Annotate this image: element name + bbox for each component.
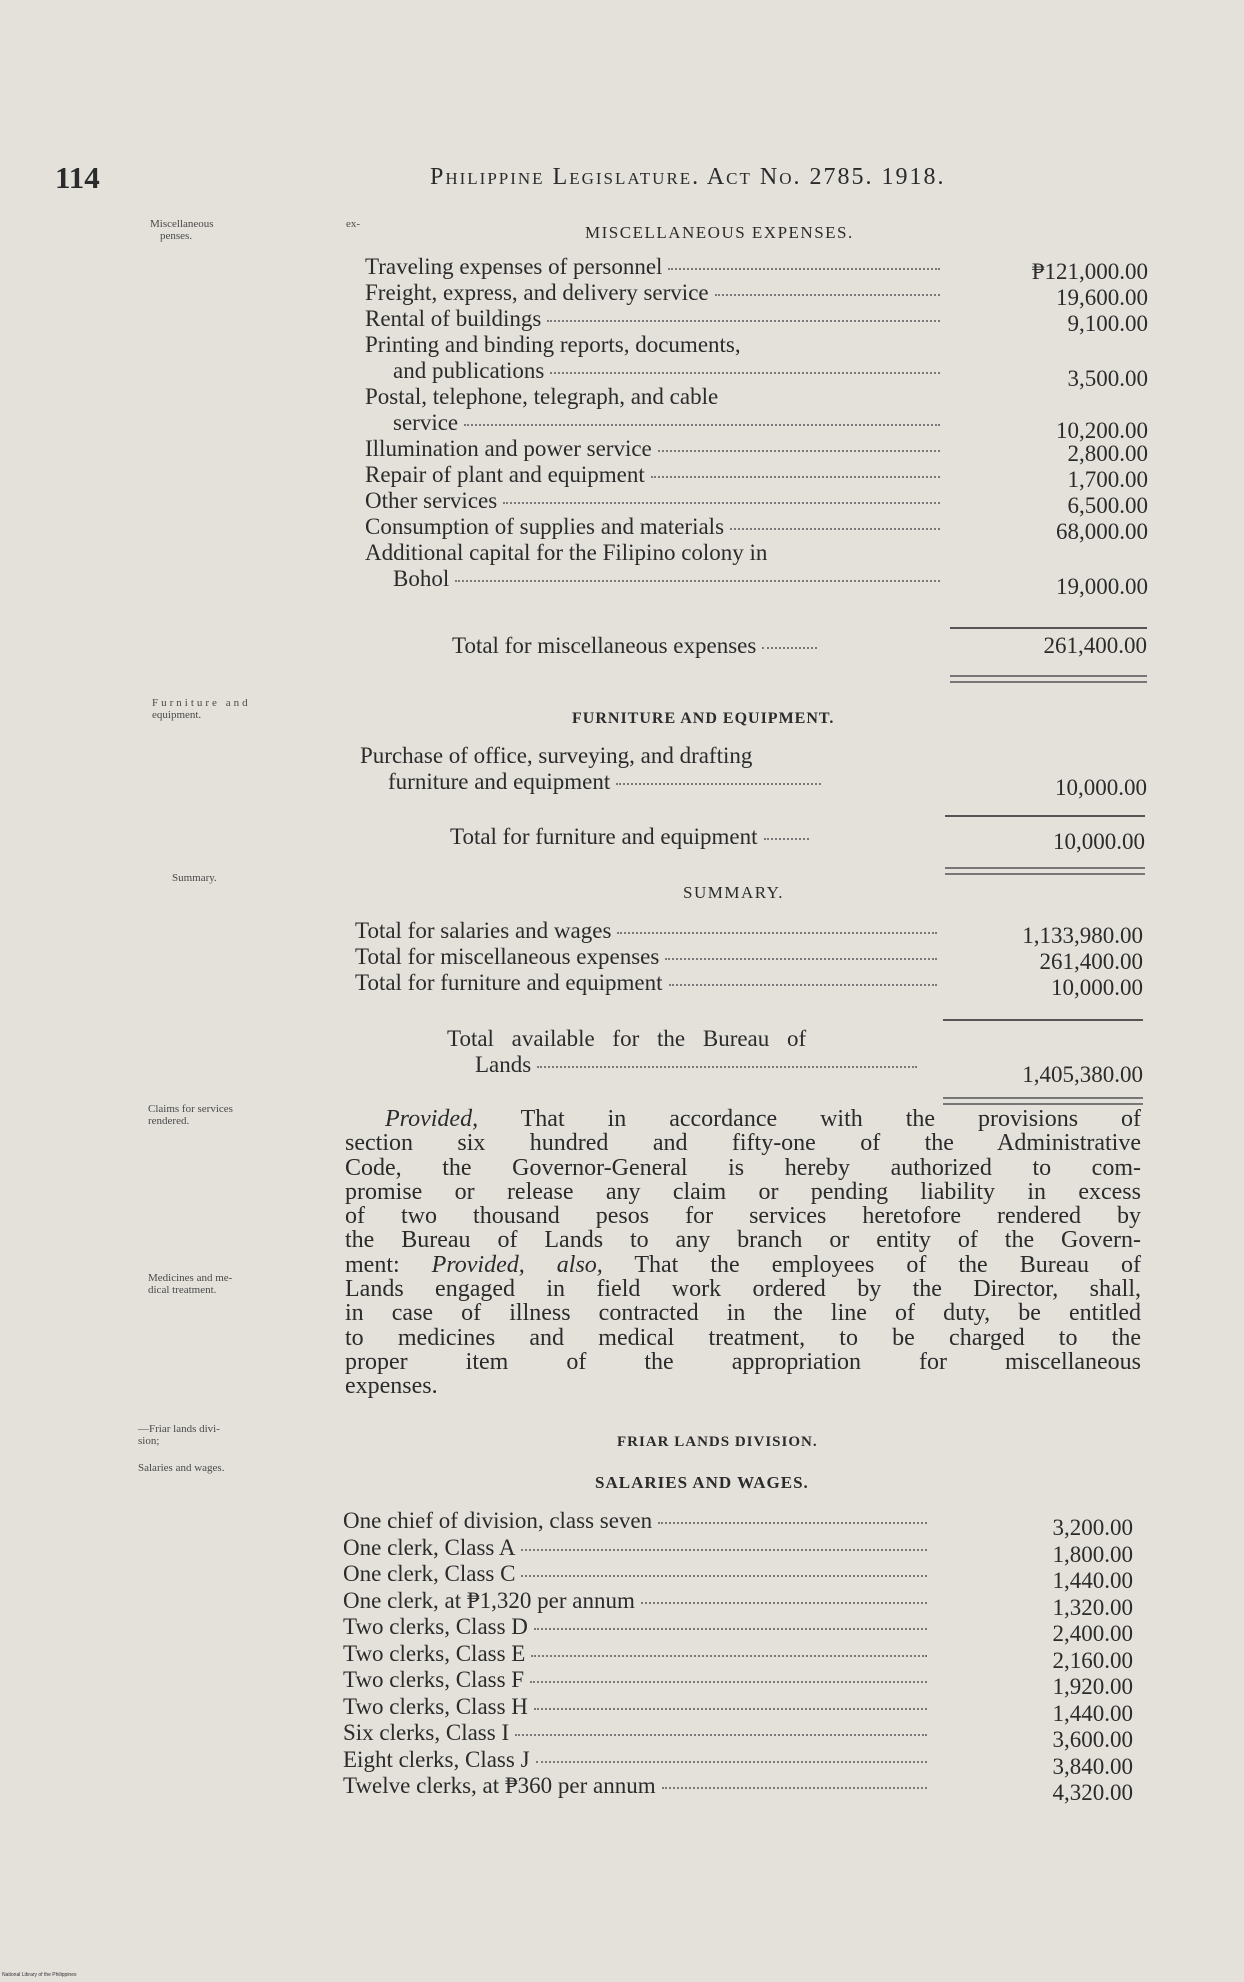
summary-item-row-value: 1,133,980.00 (1022, 923, 1143, 948)
summary-total-line1: Total available for the Bureau of (447, 1026, 807, 1051)
misc-item-line-label: Postal, telephone, telegraph, and cable (365, 384, 719, 409)
misc-item-row-label: Freight, express, and delivery service (365, 281, 940, 305)
friar-item-row-label: Two clerks, Class H (343, 1695, 927, 1719)
misc-item-line (365, 541, 1148, 565)
summary-item-row (355, 918, 1143, 948)
misc-item-row-value: ₱121,000.00 (1031, 259, 1148, 284)
friar-item-row-label: Eight clerks, Class J (343, 1748, 927, 1772)
margin-note-friar: —Friar lands divi- sion; (138, 1423, 220, 1447)
furniture-heading: FURNITURE AND EQUIPMENT. (572, 710, 835, 727)
friar-item-row (343, 1534, 1133, 1567)
proviso-paragraph: Provided, That in accordance with the provisions of section six hundred and fifty-one of the Administrative Code, the Governor-General is hereby authorized to com- promise or release any claim or pending liability in excess of two thousand pesos for services heretofore rendered by the Bureau of Lands to any branch or entity of the Govern- ment: Provided, also, That the employees of the Bureau of Lands engaged in field work ordered by the Director, shall, in case of illness contracted in the line of duty, be entitled to medicines and medical treatment, to be charged to the proper item of the appropriation for miscellaneous expenses. (345, 1106, 1141, 1400)
misc-item-row (365, 254, 1148, 284)
margin-note-claims: Claims for services rendered. (148, 1103, 233, 1127)
misc-item-row-value: 19,000.00 (1056, 574, 1148, 599)
double-rule (943, 1097, 1143, 1105)
misc-item-row (365, 514, 1148, 544)
friar-item-row-value: 1,920.00 (1052, 1674, 1133, 1699)
misc-item-row-value: 68,000.00 (1056, 519, 1148, 544)
friar-subheading: SALARIES AND WAGES. (595, 1473, 809, 1492)
misc-item-row-label: Repair of plant and equipment (365, 463, 940, 487)
friar-item-row (343, 1667, 1133, 1699)
furniture-item-value: 10,000.00 (1055, 775, 1147, 800)
misc-item-row-label: Illumination and power service (365, 437, 940, 461)
friar-item-row-label: One chief of division, class seven (343, 1509, 927, 1533)
summary-item-row-value: 10,000.00 (1051, 975, 1143, 1000)
friar-item-row-label: One clerk, Class C (343, 1562, 927, 1586)
friar-item-row (343, 1773, 1133, 1805)
friar-item-row-value: 3,600.00 (1052, 1727, 1133, 1752)
friar-item-row-value: 1,800.00 (1052, 1541, 1133, 1567)
misc-item-line (365, 385, 1148, 409)
misc-total-label: Total for miscellaneous expenses (452, 634, 817, 658)
friar-item-row-value: 4,320.00 (1052, 1780, 1133, 1805)
friar-item-row-label: Twelve clerks, at ₱360 per annum (343, 1774, 927, 1798)
friar-item-row-value: 1,440.00 (1052, 1568, 1133, 1593)
friar-item-row-value: 1,320.00 (1052, 1594, 1133, 1620)
friar-item-row (343, 1561, 1133, 1593)
friar-item-row (343, 1693, 1133, 1726)
page-number: 114 (55, 160, 100, 195)
double-rule (945, 867, 1145, 875)
friar-item-row-value: 2,160.00 (1052, 1647, 1133, 1673)
misc-item-row-label: Consumption of supplies and materials (365, 515, 940, 539)
misc-item-row (365, 488, 1148, 518)
misc-item-row (365, 462, 1148, 492)
running-head: Philippine Legislature. Act No. 2785. 1918. (430, 164, 946, 190)
summary-heading: SUMMARY. (683, 883, 784, 902)
summary-total-row: Lands 1,405,380.00 (475, 1052, 1143, 1087)
misc-item-row-label: Rental of buildings (365, 307, 940, 331)
friar-heading: FRIAR LANDS DIVISION. (617, 1434, 818, 1450)
furniture-item-line1: Purchase of office, surveying, and drafting (360, 743, 753, 768)
friar-item-row (343, 1640, 1133, 1673)
friar-item-row-label: Two clerks, Class F (343, 1668, 927, 1692)
misc-item-line-label: Printing and binding reports, documents, (365, 332, 741, 357)
summary-item-row-label: Total for furniture and equipment (355, 971, 937, 995)
misc-item-row (365, 436, 1148, 466)
friar-item-row-label: One clerk, at ₱1,320 per annum (343, 1589, 927, 1613)
total-rule (943, 1019, 1143, 1021)
furniture-item-row: furniture and equipment 10,000.00 (388, 769, 1147, 800)
misc-total-row (452, 634, 1147, 658)
friar-item-row-value: 3,200.00 (1052, 1515, 1133, 1540)
friar-item-row (343, 1614, 1133, 1646)
double-rule (950, 675, 1147, 683)
friar-item-row-label: Two clerks, Class E (343, 1642, 927, 1666)
misc-item-row-label: service (393, 411, 940, 435)
misc-item-row-label: Other services (365, 489, 940, 513)
summary-item-row (355, 944, 1143, 974)
misc-item-row (365, 566, 1148, 599)
misc-item-row-value: 1,700.00 (1067, 467, 1148, 492)
misc-item-line-label: Additional capital for the Filipino colony in (365, 540, 768, 565)
margin-note-salaries: Salaries and wages. (138, 1462, 225, 1474)
summary-item-row (355, 970, 1143, 1000)
friar-item-row-value: 1,440.00 (1052, 1700, 1133, 1726)
misc-item-row (365, 358, 1148, 391)
misc-item-row-label: and publications (393, 359, 940, 383)
friar-item-row (343, 1720, 1133, 1752)
summary-item-row-label: Total for miscellaneous expenses (355, 945, 937, 969)
friar-item-row (343, 1508, 1133, 1540)
friar-item-row-value: 2,400.00 (1052, 1621, 1133, 1646)
misc-total-value: 261,400.00 (1043, 633, 1147, 658)
misc-item-row-label: Traveling expenses of personnel (365, 255, 940, 279)
total-rule (945, 815, 1145, 817)
summary-item-row-label: Total for salaries and wages (355, 919, 937, 943)
margin-note-summary: Summary. (172, 872, 217, 884)
friar-item-row (343, 1587, 1133, 1620)
misc-item-line (365, 333, 1148, 357)
misc-item-row-value: 2,800.00 (1067, 441, 1148, 466)
misc-expenses-heading: MISCELLANEOUS EXPENSES. (585, 223, 854, 242)
margin-note-furniture: Furniture and equipment. (152, 697, 251, 721)
summary-total-value: 1,405,380.00 (1022, 1062, 1143, 1087)
margin-note-misc: Miscellaneous ex- penses. (150, 218, 360, 242)
margin-note-medicines: Medicines and me- dical treatment. (148, 1272, 233, 1296)
misc-item-row-value: 19,600.00 (1056, 285, 1148, 310)
furniture-total-row: Total for furniture and equipment 10,000.00 (450, 824, 1145, 854)
misc-item-row (365, 280, 1148, 310)
friar-item-row-label: Two clerks, Class D (343, 1615, 927, 1639)
misc-item-row (365, 410, 1148, 443)
furniture-total-value: 10,000.00 (1053, 829, 1145, 854)
friar-item-row (343, 1746, 1133, 1779)
friar-item-row-label: One clerk, Class A (343, 1536, 927, 1560)
misc-item-row-value: 6,500.00 (1067, 493, 1148, 518)
misc-item-row (365, 306, 1148, 336)
misc-item-row-label: Bohol (393, 567, 940, 591)
summary-item-row-value: 261,400.00 (1039, 949, 1143, 974)
footer-credit: National Library of the Philippines (2, 1972, 77, 1978)
page-header (55, 160, 1085, 200)
friar-item-row-label: Six clerks, Class I (343, 1721, 927, 1745)
misc-item-row-value: 3,500.00 (1067, 366, 1148, 391)
misc-item-row-value: 9,100.00 (1067, 311, 1148, 336)
misc-item-row-value: 10,200.00 (1056, 418, 1148, 443)
friar-item-row-value: 3,840.00 (1052, 1753, 1133, 1779)
total-rule (950, 627, 1147, 629)
